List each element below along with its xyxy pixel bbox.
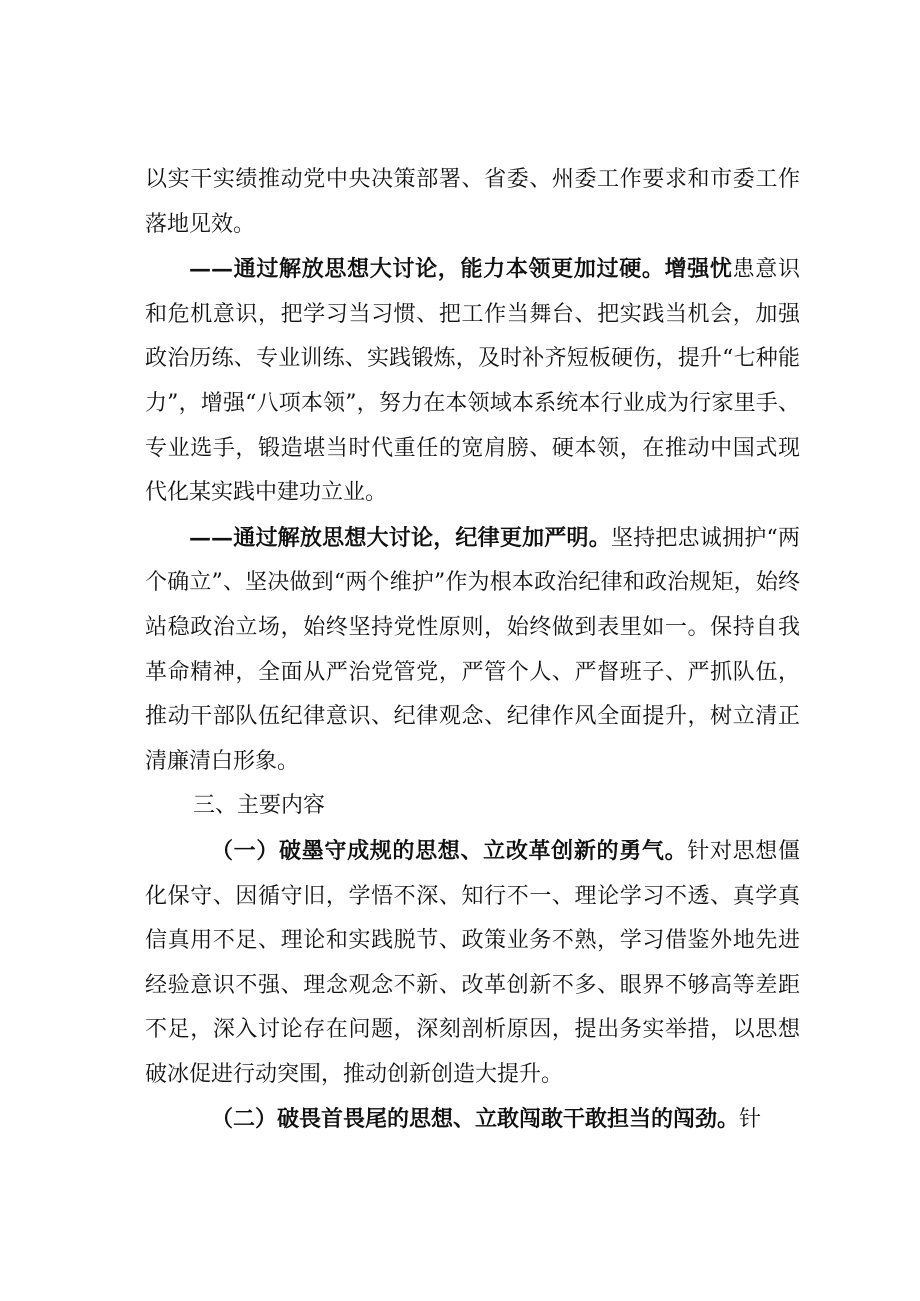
- paragraph-2-text: 患意识和危机意识，把学习当习惯、把工作当舞台、把实践当机会，加强政治历练、专业训练、实践锻炼，及时补齐短板硬伤，提升“七种能力”，增强“八项本领”，努力在本领域本系统本行业成为行家里手、专业选手，锻造堪当时代重任的宽肩膀、硬本领，在推动中国式现代化某实践中建功立业。: [145, 257, 800, 506]
- document-body: [145, 158, 800, 1143]
- section-heading: 三、主要内容: [193, 793, 326, 819]
- paragraph-3-text: 坚持把忠诚拥护“两个确立”、坚决做到“两个维护”作为根本政治纪律和政治规矩，始终站稳政治立场，始终坚持党性原则，始终做到表里如一。保持自我革命精神，全面从严治党管党，严管个人、严督班子、严抓队伍，推动干部队伍纪律意识、纪律观念、纪律作风全面提升，树立清正清廉清白形象。: [145, 525, 800, 774]
- paragraph-2: [145, 247, 800, 516]
- paragraph-5-lead: （二）破畏首畏尾的思想、立敢闯敢干敢担当的闯劲。: [211, 1106, 740, 1133]
- paragraph-4-lead: （一）破墨守成规的思想、立改革创新的勇气。: [211, 837, 688, 864]
- paragraph-1: [145, 158, 800, 247]
- paragraph-5-text: 针: [739, 1107, 762, 1133]
- paragraph-1-text: 以实干实绩推动党中央决策部署、省委、州委工作要求和市委工作落地见效。: [145, 167, 800, 237]
- paragraph-4: [145, 829, 800, 1098]
- paragraph-3-lead: ——通过解放思想大讨论，纪律更加严明。: [189, 524, 611, 551]
- paragraph-4-text: 针对思想僵化保守、因循守旧，学悟不深、知行不一、理论学习不透、真学真信真用不足、理论和实践脱节、政策业务不熟，学习借鉴外地先进经验意识不强、理念观念不新、改革创新不多、眼界不够高等差距不足，深入讨论存在问题，深刻剖析原因，提出务实举措，以思想破冰促进行动突围，推动创新创造大提升。: [145, 838, 800, 1087]
- paragraph-2-lead: ——通过解放思想大讨论，能力本领更加过硬。增强忧: [189, 256, 733, 283]
- paragraph-5: [145, 1097, 800, 1143]
- paragraph-3: [145, 516, 800, 785]
